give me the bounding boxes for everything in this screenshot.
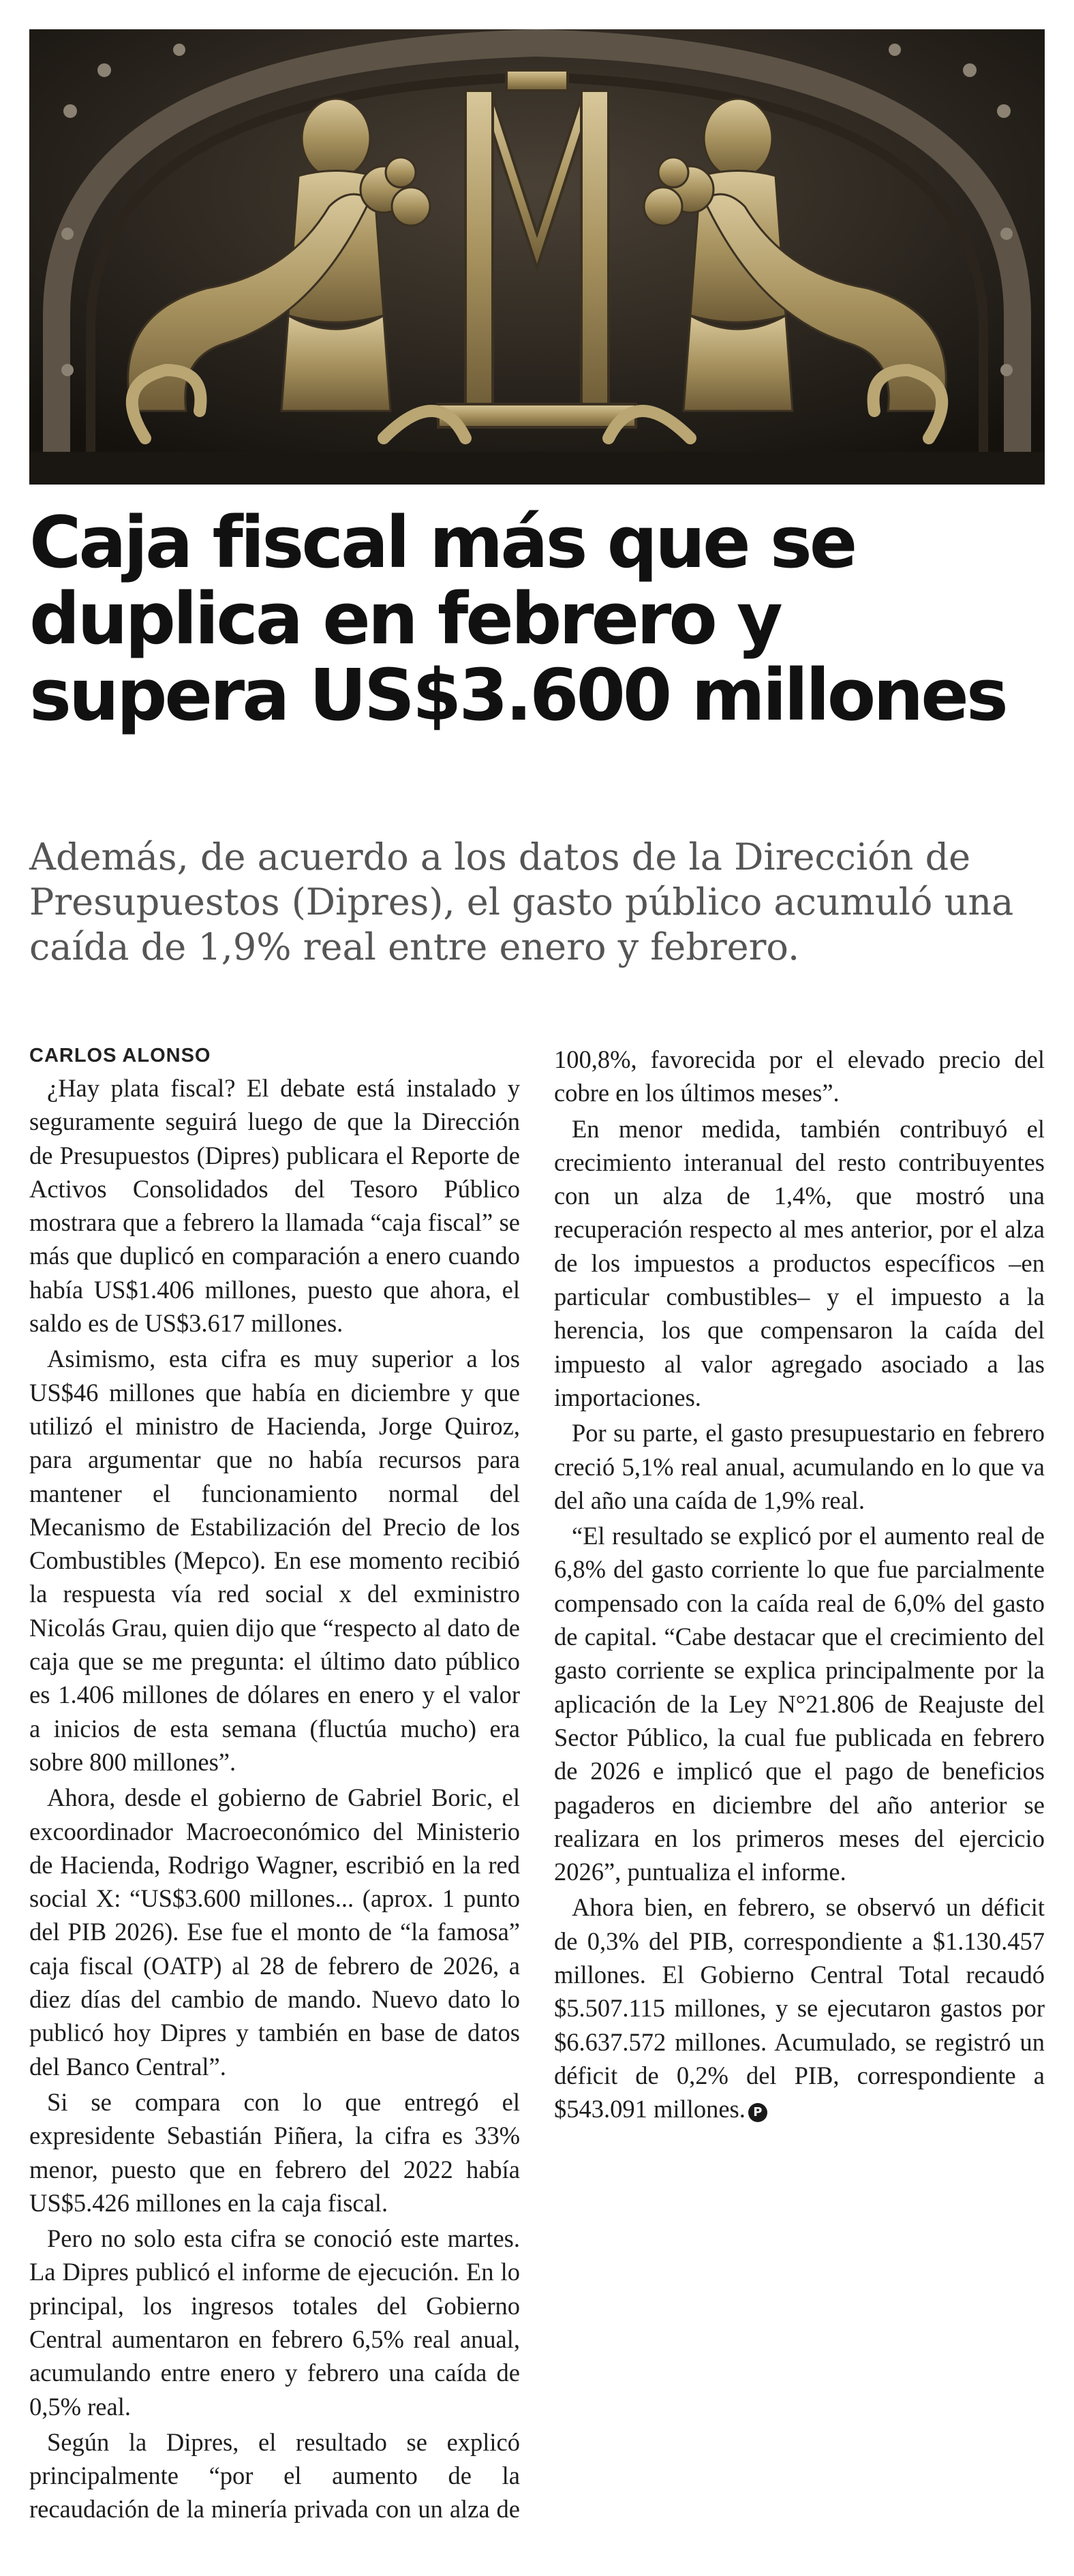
article-paragraph: Por su parte, el gasto presupuestario en febrero creció 5,1% real anual, acumulando en lo que va del año una caída de 1,9% real. [554, 1419, 1045, 1514]
article-paragraph: “El resultado se explicó por el aumento real de 6,8% del gasto corriente lo que fue parcialmente compensado con la caída real de 6,0% del gasto de capital. “Cabe destacar que el crecimiento del gasto corriente se explica principalmente por la aplicación de la Ley N°21.806 de Reajuste del Sector Público, la cual fue publicada en febrero de 2026 e implicó que el pago de beneficios pagaderos en diciembre del año anterior se realizara en los primeros meses del ejercicio 2026”, puntualiza el informe. [554, 1522, 1045, 1886]
byline: CARLOS ALONSO [29, 1045, 211, 1067]
article-paragraph: Asimismo, esta cifra es muy superior a los US$46 millones que había en diciembre y que utilizó el ministro de Hacienda, Jorge Quiroz, para argumentar que no había recursos para mantener el funcionamiento normal del Mecanismo de Estabilización del Precio de los Combustibles (Mepco). En ese momento recibió la respuesta vía red social x del exministro Nicolás Grau, quien dijo que “respecto al dato de caja que se me pregunta: el último dato público es 1.406 millones de dólares en enero y el valor a inicios de esta semana (fluctúa mucho) era sobre 800 millones”. [29, 1345, 520, 1776]
article-body [29, 1043, 1045, 2559]
article-photo [29, 29, 1045, 485]
article-headline: Caja fiscal más que se duplica en febrero y supera US$3.600 millones [29, 501, 1006, 737]
article-paragraph: En menor medida, también contribuyó el crecimiento interanual del resto contribuyentes con un alza de 1,4%, que mostró una recuperación respecto al mes anterior, por el alza de los impuestos a productos específicos –en particular combustibles– y el impuesto a la herencia, los que compensaron la caída del impuesto al valor agregado asociado a las importaciones. [554, 1114, 1045, 1411]
end-mark-icon: P [748, 2103, 767, 2122]
article-paragraph: ¿Hay plata fiscal? El debate está instalado y seguramente seguirá luego de que la Dirección de Presupuestos (Dipres) publicara el Reporte de Activos Consolidados del Tesoro Público mostrara que a febrero la llamada “caja fiscal” se más que duplicó en comparación a enero cuando había US$1.406 millones, puesto que ahora, el saldo es de US$3.617 millones. [29, 1074, 520, 1338]
article-paragraph: Pero no solo esta cifra se conoció este martes. La Dipres publicó el informe de ejecución. En lo principal, los ingresos totales del Gobierno Central aumentaron en febrero 6,5% real anual, acumulando entre enero y febrero una caída de 0,5% real. [29, 2224, 520, 2421]
article-paragraph: Ahora, desde el gobierno de Gabriel Boric, el excoordinador Macroeconómico del Ministerio de Hacienda, Rodrigo Wagner, escribió en la red social X: “US$3.600 millones... (aprox. 1 punto del PIB 2026). Ese fue el monto de “la famosa” caja fiscal (OATP) al 28 de febrero de 2026, a diez días del cambio de mando. Nuevo dato lo publicó hoy Dipres y también en base de datos del Banco Central”. [29, 1783, 520, 2081]
article-paragraph-last [554, 1890, 1045, 2126]
article-paragraph: Según la Dipres, el resultado se explicó principalmente “por el aumento de la recaudación de la minería privada con un alza de 100,8%, favorecida por el elevado precio del cobre en los últimos meses”. [29, 1045, 1045, 2524]
article-paragraph: Si se compara con lo que entregó el expresidente Sebastián Piñera, la cifra es 33% menor, puesto que en febrero del 2022 había US$5.426 millones en la caja fiscal. [29, 2087, 520, 2217]
article-deck: Además, de acuerdo a los datos de la Dirección de Presupuestos (Dipres), el gasto público acumuló una caída de 1,9% real entre enero y febrero. [29, 835, 1014, 968]
building-emblem-photo [29, 29, 1045, 485]
article-paragraph-text: Ahora bien, en febrero, se observó un déficit de 0,3% del PIB, correspondiente a $1.130.457 millones. El Gobierno Central Total recaudó $5.507.115 millones, y se ejecutaron gastos por $6.637.572 millones. Acumulado, se registró un déficit de 0,2% del PIB, correspondiente a $543.091 millones. [554, 1893, 1045, 2123]
